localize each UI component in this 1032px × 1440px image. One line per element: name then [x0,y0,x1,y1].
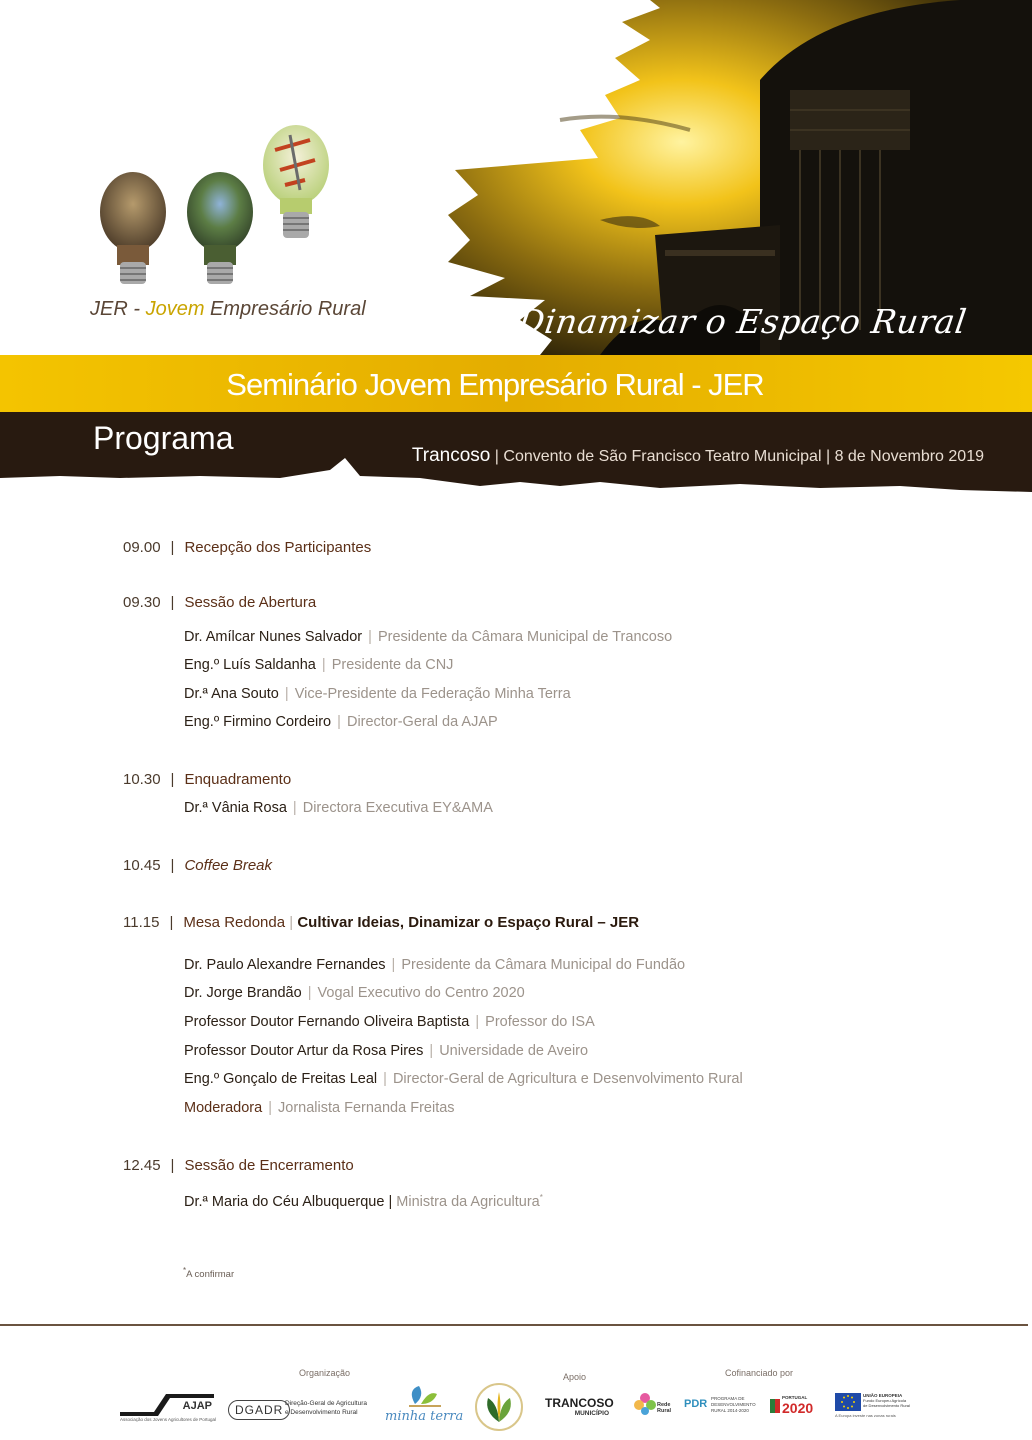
seminar-title: Seminário Jovem Empresário Rural - JER [226,367,764,402]
speaker-row [184,985,525,1001]
agenda-label: Coffee Break [184,857,272,874]
apoio-label: Apoio [563,1372,587,1382]
agenda-item-1045 [123,857,272,874]
trancoso-municipio-logo [545,1396,615,1426]
dgadr-logo [228,1394,378,1424]
agenda-separator: | [170,594,175,611]
dgadr-text-1: Direção-Geral de Agricultura [285,1400,368,1407]
agenda-label-strong: Cultivar Ideias, Dinamizar o Espaço Rural – JER [297,914,640,931]
agenda-time: 09.00 [123,539,161,556]
agenda-item-0900 [123,539,371,556]
venue-line [412,445,984,467]
logo-highlight: Jovem [145,298,205,320]
agenda-separator: | [170,771,175,788]
speaker-row [184,957,685,973]
pdr-mark: PDR [684,1398,708,1410]
speaker-role: Vogal Executivo do Centro 2020 [317,985,525,1001]
ajap-logo [118,1392,216,1424]
venue-place: Convento de São Francisco Teatro Municipal [503,448,822,465]
p2020-text: 2020 [782,1400,814,1416]
bulb-logo [100,125,329,284]
pdr2020-logo [684,1396,764,1418]
speaker-row [184,1071,743,1087]
eu-text-2: Fundo Europeu Agrícola [863,1398,907,1403]
agenda-label-separator: | [289,914,294,931]
municipio-text: MUNICÍPIO [574,1410,609,1417]
moderator-label: Moderadora [184,1100,263,1116]
rede-rural-flower-icon [633,1391,657,1417]
agenda-label: Recepção dos Participantes [184,539,372,556]
programa-heading: Programa [93,420,234,456]
dgadr-mark: DGADR [228,1400,290,1420]
portugal2020-logo [770,1395,826,1419]
speaker-row [184,686,571,702]
speaker-name: Dr. Jorge Brandão [184,985,302,1001]
footer-divider [0,1324,1028,1326]
minha-terra-leaf-icon [385,1382,465,1412]
speaker-row [184,657,453,673]
agenda-label: Sessão de Encerramento [184,1157,354,1174]
eu-flag-icon [835,1393,861,1411]
speaker-separator: | [383,1071,387,1087]
speaker-role: Presidente da Câmara Municipal de Trancoso [377,629,673,645]
eu-feader-logo [835,1393,917,1421]
slogan: Dinamizar o Espaço Rural [515,302,969,341]
speaker-separator: | [292,800,297,816]
logo-wordmark [90,298,366,321]
footnote-mark: * [183,1266,187,1275]
speaker-role: Directora Executiva EY&AMA [302,800,493,816]
agenda-label: Enquadramento [184,771,292,788]
agenda-separator: | [170,857,175,874]
pdr-text-1: PROGRAMA DE [711,1396,745,1401]
eu-text-1: UNIÃO EUROPEIA [863,1393,903,1398]
speaker-role: Jornalista Fernanda Freitas [278,1100,455,1116]
agenda-item-1245 [123,1157,354,1174]
speaker-name: Dr.ª Ana Souto [184,686,279,702]
speaker-name: Professor Doutor Fernando Oliveira Baptista [184,1014,470,1030]
speaker-separator: | [307,985,312,1001]
speaker-row [184,1193,543,1210]
agenda-item-0930 [123,594,316,611]
speaker-role: Vice-Presidente da Federação Minha Terra [294,686,571,702]
speaker-name: Dr. Amílcar Nunes Salvador [184,629,363,645]
agenda-time: 10.30 [123,771,161,788]
speaker-row [184,1043,588,1059]
footnote [183,1266,234,1280]
speaker-name: Professor Doutor Artur da Rosa Pires [184,1043,424,1059]
federation-seal-icon [474,1382,524,1432]
agenda-time: 10.45 [123,857,161,874]
minha-terra-text: minha terra [385,1409,464,1424]
speaker-name: Dr.ª Vânia Rosa [184,800,287,816]
pdr-text-2: DESENVOLVIMENTO [711,1402,756,1407]
speaker-name: Eng.º Gonçalo de Freitas Leal [184,1071,378,1087]
speaker-role: Director-Geral de Agricultura e Desenvolvimento Rural [392,1071,743,1087]
eu-text-4: A Europa investe nas zonas rurais [835,1413,896,1418]
ajap-text: AJAP [182,1400,212,1412]
speaker-role: Universidade de Aveiro [439,1043,589,1059]
speaker-role: Director-Geral da AJAP [346,714,498,730]
portugal-flag-icon [770,1399,780,1413]
rede-rural-logo [633,1391,677,1421]
agenda-separator: | [169,914,174,931]
speaker-row [184,1100,455,1116]
agenda-label: Sessão de Abertura [184,594,317,611]
speaker-name: Eng.º Firmino Cordeiro [184,714,332,730]
rede-rural-text: Rede Rural [657,1402,672,1414]
speaker-role: Presidente da CNJ [331,657,454,673]
agenda-label: Mesa Redonda [183,914,286,931]
speaker-separator: | [321,657,326,673]
minha-terra-logo [385,1382,465,1434]
speaker-row [184,714,498,730]
agenda-item-1030 [123,771,291,788]
speaker-separator: | [368,629,372,645]
speaker-separator: | [268,1100,272,1116]
speaker-role: Professor do ISA [485,1014,595,1030]
speaker-separator: | [429,1043,434,1059]
venue-separator: | [821,448,835,465]
venue-town: Trancoso [411,445,491,466]
portugal-text: PORTUGAL [782,1395,808,1400]
speaker-row [184,629,672,645]
venue-date: 8 de Novembro 2019 [834,448,984,465]
speaker-name: Dr.ª Maria do Céu Albuquerque [184,1193,385,1210]
speaker-separator: | [337,714,341,730]
eu-text-3: de Desenvolvimento Rural [863,1403,910,1408]
venue-separator: | [490,448,504,465]
speaker-separator: | [475,1014,480,1030]
speaker-separator: | [388,1193,393,1210]
footnote-mark: * [539,1193,543,1202]
pdr-text-3: RURAL 2014-2020 [711,1408,749,1413]
speaker-separator: | [391,957,396,973]
agenda-item-1115 [123,914,639,931]
dgadr-text-2: e Desenvolvimento Rural [285,1409,358,1416]
speaker-name: Eng.º Luís Saldanha [184,657,316,673]
speaker-row [184,800,493,816]
agenda-separator: | [170,539,175,556]
footnote-text: A confirmar [186,1269,235,1281]
logo-rest: Empresário Rural [204,298,366,320]
trancoso-text: TRANCOSO [545,1396,614,1410]
speaker-row [184,1014,595,1030]
speaker-role: Presidente da Câmara Municipal do Fundão [401,957,686,973]
speaker-name: Dr. Paulo Alexandre Fernandes [184,957,386,973]
speaker-role: Ministra da Agricultura [396,1193,540,1210]
logo-dash: - [127,298,146,320]
cofinanciado-label: Cofinanciado por [725,1368,794,1378]
agenda-separator: | [170,1157,175,1174]
speaker-separator: | [284,686,289,702]
agenda-time: 09.30 [123,594,161,611]
agenda-time: 12.45 [123,1157,161,1174]
ajap-subtext: Associação dos Jovens Agricultores de Portugal [120,1417,217,1422]
logo-prefix: JER [90,298,128,320]
agenda-time: 11.15 [123,914,160,931]
organizacao-label: Organização [299,1368,351,1378]
